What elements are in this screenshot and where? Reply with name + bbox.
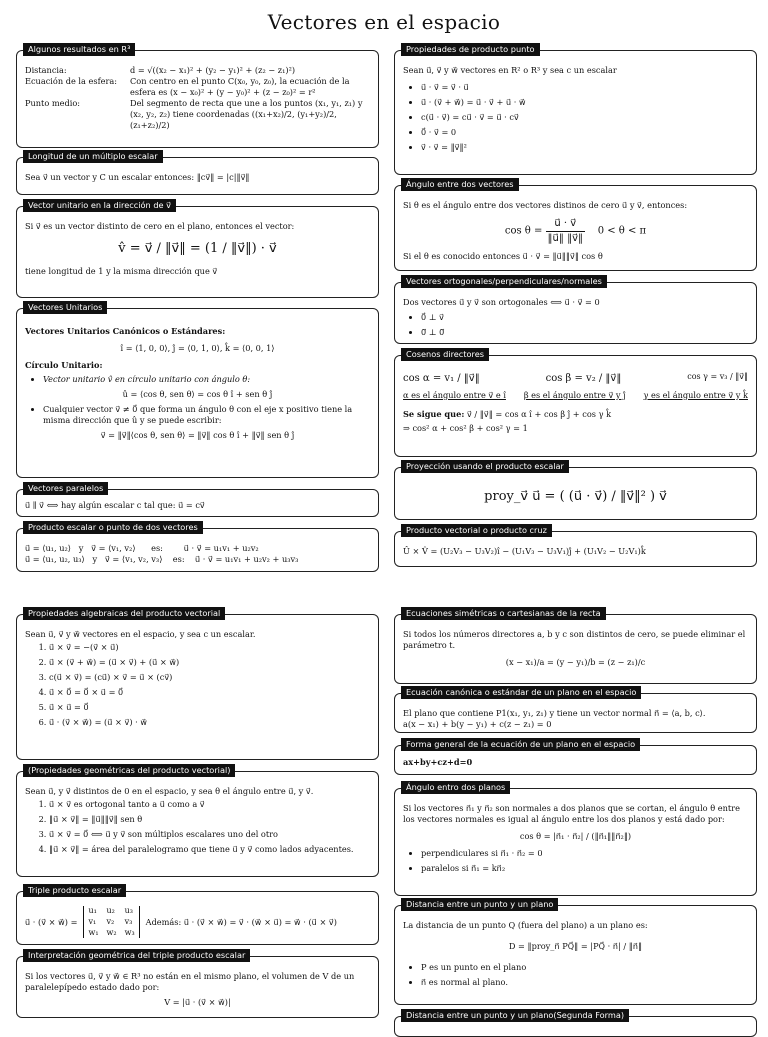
box-escalar: [16, 522, 379, 572]
list-item: 2. u⃗ × (v⃗ + w⃗) = (u⃗ × v⃗) + (u⃗ × w⃗): [49, 657, 370, 668]
box-interpretacion: [16, 950, 379, 1018]
box-paralelos: [16, 483, 379, 517]
distancia-formula: D = ‖proy_n⃗ PQ⃗‖ = |PQ⃗ · n⃗| / ‖n⃗‖: [508, 941, 643, 952]
distancia-text: La distancia de un punto Q (fuera del plano) a un plano es:: [403, 920, 648, 930]
box-geometricas: [16, 765, 379, 877]
list-item: 4. u⃗ × 0⃗ = 0⃗ × u⃗ = 0⃗: [49, 687, 370, 698]
box-header: Distancia entre un punto y un plano(Segunda Forma): [401, 1009, 629, 1022]
list-item: 4. ‖u⃗ × v⃗‖ = área del paralelogramo que tiene u⃗ y v⃗ como lados adyacentes.: [49, 844, 370, 855]
determinant-matrix: u₁ u₂ u₃ v₁ v₂ v₃ w₁ w₂ w₃: [83, 906, 139, 938]
beta-label: β es el ángulo entre v⃗ y ĵ: [523, 389, 626, 400]
box-header: Vectores ortogonales/perpendiculares/normales: [401, 275, 607, 288]
list-item: • 0⃗ ⊥ v⃗: [421, 312, 748, 323]
list-item: • Vector unitario v̂ en círculo unitario con ángulo θ:: [43, 374, 370, 385]
box-header: Vectores Unitarios: [23, 301, 107, 314]
box-unitario: [16, 200, 379, 298]
proyeccion-formula: proy_v⃗ u⃗ = ( (u⃗ · v⃗) / ‖v⃗‖² ) v⃗: [484, 489, 667, 504]
triple-rhs: Además: u⃗ · (v⃗ × w⃗) = v⃗ · (w⃗ × u⃗) = w⃗ · (u⃗ × v⃗): [145, 916, 337, 927]
cos-gamma: cos γ = v₃ / ‖v⃗‖: [687, 372, 748, 381]
box-header: Forma general de la ecuación de un plano en el espacio: [401, 738, 640, 751]
box-header: Ángulo entre dos vectores: [401, 178, 519, 191]
box-header: Producto vectorial o producto cruz: [401, 524, 552, 537]
triple-lhs: u⃗ · (v⃗ × w⃗) =: [25, 916, 78, 927]
section-label: Círculo Unitario:: [25, 360, 103, 371]
angulo-text: Si θ es el ángulo entre dos vectores distinos de cero u⃗ y v⃗, entonces:: [403, 200, 688, 210]
box-longitud: [16, 151, 379, 195]
box-header: Ángulo entro dos planos: [401, 781, 510, 794]
box-header: Interpretación geométrica del triple producto escalar: [23, 949, 250, 962]
list-item: 1. u⃗ × v⃗ es ortogonal tanto a u⃗ como a v⃗: [49, 799, 370, 810]
longitud-text: Sea v⃗ un vector y C un escalar entonces: ‖cv⃗‖ = |c|‖v⃗‖: [25, 172, 250, 182]
list-item: • P es un punto en el plano: [421, 962, 748, 973]
list-item: • perpendiculares si n⃗₁ · n⃗₂ = 0: [421, 848, 748, 859]
escalar-line: u⃗ = ⟨u₁, u₂, u₃⟩ y v⃗ = ⟨v₁, v₂, v₃⟩ es: u⃗ · v⃗ = u₁v₁ + u₂v₂ + u₃v₃: [25, 554, 299, 565]
box-triple: [16, 885, 379, 945]
result-row: Punto medio: Del segmento de recta que une a los puntos (x₁, y₁, z₁) y (x₂, y₂, z₂) tiene coordenadas ((x₁+x₂)/2, (y₁+y₂)/2, (z₁+z₂)/2): [25, 98, 363, 131]
propiedades-intro: Sean u⃗, v⃗ y w⃗ vectores en R² o R³ y sea c un escalar: [403, 65, 617, 75]
box-angulo: [394, 179, 757, 271]
canon-formula: î = ⟨1, 0, 0⟩, ĵ = ⟨0, 1, 0⟩, k̂ = ⟨0, 0, 1⟩: [120, 343, 275, 354]
formula: û = ⟨cos θ, sen θ⟩ = cos θ î + sen θ ĵ: [122, 389, 273, 400]
list-item: • u⃗ · (v⃗ + w⃗) = u⃗ · v⃗ + u⃗ · w⃗: [421, 97, 748, 108]
box-propiedades: [394, 44, 757, 175]
box-header: Vector unitario en la dirección de v⃗: [23, 199, 176, 212]
box-simetricas: [394, 608, 757, 684]
box-header: Distancia entre un punto y un plano: [401, 898, 558, 911]
unitario-text: Si v⃗ es un vector distinto de cero en el plano, entonces el vector:: [25, 221, 295, 231]
box-general: [394, 739, 757, 775]
list-item: 3. u⃗ × v⃗ = 0⃗ ⟺ u⃗ y v⃗ son múltiplos escalares uno del otro: [49, 829, 370, 840]
angulo-formula: cos θ = $\frac{u⃗ \cdot v⃗}{‖u⃗‖ ‖v⃗‖}$ 0 < θ < π: [504, 218, 647, 244]
result-row: Ecuación de la esfera: Con centro en el punto C(x₀, y₀, z₀), la ecuación de la esfera es (x − x₀)² + (y − y₀)² + (z − z₀)² = r²: [25, 76, 350, 98]
cosenos-final: ⇒ cos² α + cos² β + cos² γ = 1: [403, 422, 528, 433]
cruz-formula: Û × V̂ = (U₂V₃ − U₃V₂)î − (U₁V₃ − U₃V₁)ĵ + (U₁V₂ − U₂V₁)k̂: [403, 546, 646, 556]
planos-text: Si los vectores n⃗₁ y n⃗₂ son normales a dos planos que se cortan, el ángulo θ entre los vectores normales es igual al ángulo entre los dos planos y está dado por:: [403, 803, 740, 825]
box-header: Propiedades de producto punto: [401, 43, 540, 56]
general-formula: ax+by+cz+d=0: [403, 757, 473, 767]
box-header: Cosenos directores: [401, 348, 489, 361]
interpretacion-text: Si los vectores u⃗, v⃗ y w⃗ ∈ R³ no están en el mismo plano, el volumen de V de un paralelepípedo estado dado por:: [25, 971, 355, 993]
list-item: • 0⃗ ⊥ 0⃗: [421, 327, 748, 338]
box-cruz: [394, 525, 757, 567]
volume-formula: V = |u⃗ · (v⃗ × w⃗)|: [164, 997, 231, 1008]
page-title: Vectores en el espacio: [267, 10, 501, 34]
list-item: 5. u⃗ × u⃗ = 0⃗: [49, 702, 370, 713]
alpha-label: α es el ángulo entre v⃗ e î: [403, 389, 506, 400]
box-header: Longitud de un múltiplo escalar: [23, 150, 163, 163]
list-item: • c(u⃗ · v⃗) = cu⃗ · v⃗ = u⃗ · cv⃗: [421, 112, 748, 123]
list-item: • paralelos si n⃗₁ = kn⃗₂: [421, 863, 748, 874]
box-header: Propiedades algebraicas del producto vectorial: [23, 607, 225, 620]
box-planos: [394, 782, 757, 896]
gamma-label: γ es el ángulo entre v⃗ y k̂: [643, 389, 748, 400]
canonica-text: El plano que contiene P1(x₁, y₁, z₁) y tiene un vector normal n⃗ = ⟨a, b, c⟩.: [403, 708, 706, 718]
formula: v⃗ = ‖v⃗‖⟨cos θ, sen θ⟩ = ‖v⃗‖ cos θ î + ‖v⃗‖ sen θ ĵ: [100, 430, 295, 441]
result-row: Distancia: d = √((x₂ − x₁)² + (y₂ − y₁)² + (z₂ − z₁)²): [25, 65, 296, 75]
section-label: Vectores Unitarios Canónicos o Estándares:: [25, 326, 226, 336]
list-item: • u⃗ · v⃗ = v⃗ · u⃗: [421, 82, 748, 93]
list-item: 3. c(u⃗ × v⃗) = (cu⃗) × v⃗ = u⃗ × (cv⃗): [49, 672, 370, 683]
planos-formula: cos θ = |n⃗₁ · n⃗₂| / (‖n⃗₁‖‖n⃗₂‖): [519, 831, 632, 842]
escalar-line: u⃗ = ⟨u₁, u₂⟩ y v⃗ = ⟨v₁, v₂⟩ es: u⃗ · v⃗ = u₁v₁ + u₂v₂: [25, 543, 259, 553]
algebraicas-intro: Sean u⃗, v⃗ y w⃗ vectores en el espacio, y sea c un escalar.: [25, 629, 256, 639]
list-item: 1. u⃗ × v⃗ = −(v⃗ × u⃗): [49, 642, 370, 653]
simetricas-formula: (x − x₁)/a = (y − y₁)/b = (z − z₁)/c: [505, 657, 646, 668]
box-header: Proyección usando el producto escalar: [401, 460, 569, 473]
box-header: Algunos resultados en R³: [23, 43, 135, 56]
list-item: 6. u⃗ · (v⃗ × w⃗) = (u⃗ × v⃗) · w⃗: [49, 717, 370, 728]
box-header: Ecuaciones simétricas o cartesianas de la recta: [401, 607, 606, 620]
box-header: Triple producto escalar: [23, 884, 126, 897]
cos-alpha: cos α = v₁ / ‖v⃗‖: [403, 373, 480, 384]
geometricas-intro: Sean u⃗, y v⃗ distintos de 0 en el espacio, y sea θ el ángulo entre u⃗, y v⃗.: [25, 786, 314, 796]
cos-beta: cos β = v₂ / ‖v⃗‖: [545, 373, 622, 384]
sigue-formula: v⃗ / ‖v⃗‖ = cos α î + cos β ĵ + cos γ k̂: [466, 408, 612, 419]
box-header: Ecuación canónica o estándar de un plano en el espacio: [401, 686, 641, 699]
unitario-formula: v̂ = v⃗ / ‖v⃗‖ = (1 / ‖v⃗‖) · v⃗: [118, 241, 277, 257]
paralelos-text: u⃗ ∥ v⃗ ⟺ hay algún escalar c tal que: u⃗ = cv⃗: [25, 500, 205, 510]
sigue-label: Se sigue que:: [403, 408, 465, 419]
box-header: (Propiedades geométricas del producto vectorial): [23, 764, 235, 777]
list-item: • 0⃗ · v⃗ = 0: [421, 127, 748, 138]
box-proyeccion: [394, 461, 757, 520]
list-item: 2. ‖u⃗ × v⃗‖ = ‖u⃗‖‖v⃗‖ sen θ: [49, 814, 370, 825]
ortogonales-text: Dos vectores u⃗ y v⃗ son ortogonales ⟺ u⃗ · v⃗ = 0: [403, 297, 600, 307]
angulo-text2: Si el θ es conocido entonces u⃗ · v⃗ = ‖u⃗‖‖v⃗‖ cos θ: [403, 251, 603, 262]
box-distancia: [394, 899, 757, 1005]
canonica-formula: a(x − x₁) + b(y − y₁) + c(z − z₁) = 0: [403, 719, 552, 730]
list-item: • Cualquier vector v⃗ ≠ 0⃗ que forma un ángulo θ con el eje x positivo tiene la misma dirección que û y se puede escribir:: [43, 404, 370, 426]
box-ortogonales: [394, 276, 757, 344]
unitario-text2: tiene longitud de 1 y la misma dirección que v⃗: [25, 265, 218, 276]
box-distancia2: [394, 1010, 757, 1037]
box-algebraicas: [16, 608, 379, 760]
box-header: Vectores paralelos: [23, 482, 108, 495]
box-canonica: [394, 687, 757, 733]
simetricas-text: Si todos los números directores a, b y c son distintos de cero, se puede eliminar el parámetro t.: [403, 629, 746, 651]
list-item: • v⃗ · v⃗ = ‖v⃗‖²: [421, 142, 748, 153]
box-cosenos: [394, 349, 757, 457]
box-unitarios: [16, 302, 379, 478]
box-header: Producto escalar o punto de dos vectores: [23, 521, 203, 534]
box-resultados: [16, 44, 379, 148]
list-item: • n⃗ es normal al plano.: [421, 977, 748, 988]
